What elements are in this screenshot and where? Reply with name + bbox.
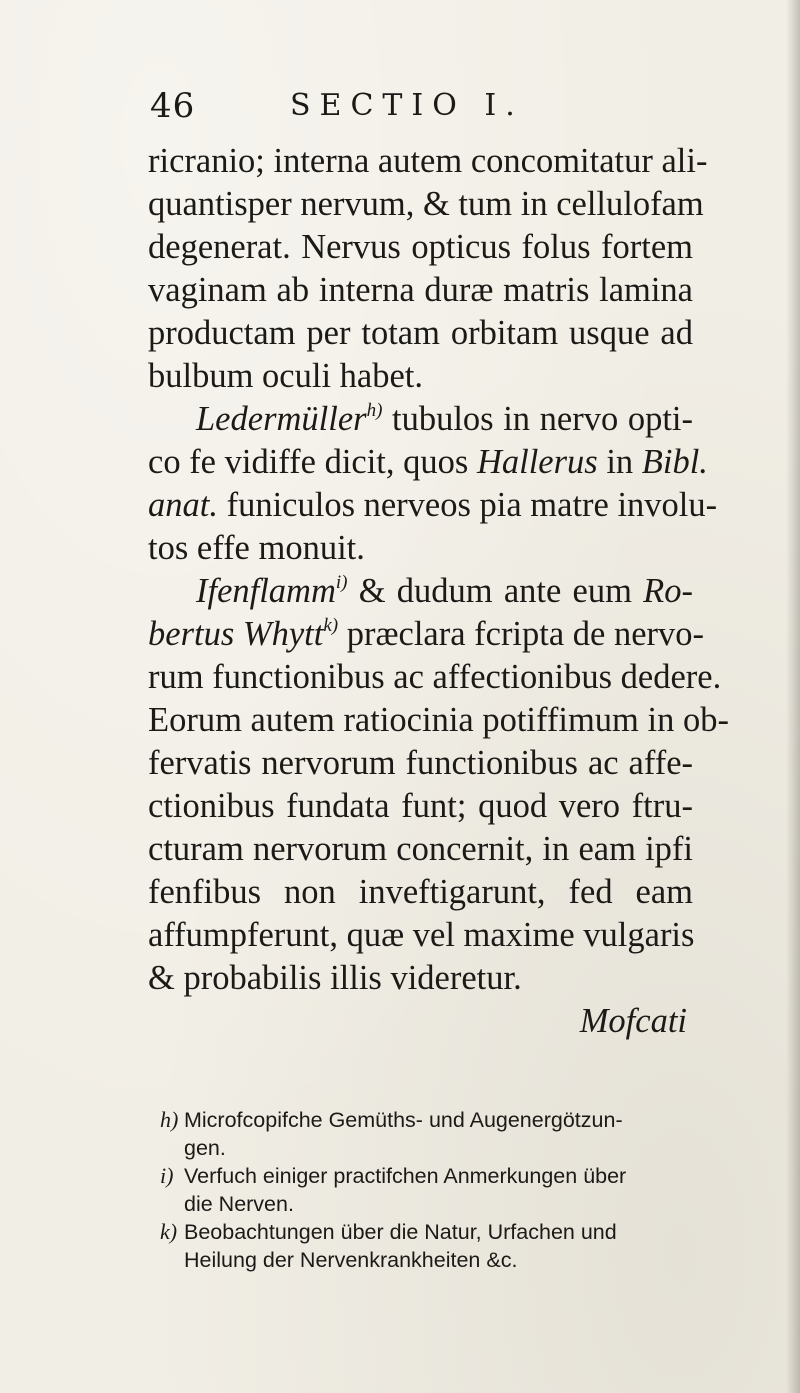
footnote-line xyxy=(160,1190,700,1218)
footnote-text: Microfcopifche Gemüths- und Augenergötzun- xyxy=(184,1108,623,1132)
text-segment: & probabilis illis videretur. xyxy=(148,959,522,997)
text-line xyxy=(148,441,708,484)
text-line xyxy=(148,398,693,441)
footnote-mark: k) xyxy=(160,1219,178,1244)
text-segment: co fe vidiffe dicit, quos xyxy=(148,443,477,481)
text-line xyxy=(148,914,693,957)
text-line xyxy=(148,742,693,785)
text-line xyxy=(148,527,693,570)
footnote-text: Verfuch einiger practifchen Anmerkungen über xyxy=(184,1164,627,1188)
text-segment: & dudum ante eum xyxy=(347,572,644,610)
footnote-mark: h) xyxy=(160,1107,179,1132)
footnote-entry xyxy=(160,1162,700,1218)
text-segment: rum functionibus ac affectionibus dedere. xyxy=(148,658,722,696)
text-segment: bulbum oculi habet. xyxy=(148,357,423,395)
text-line xyxy=(148,871,693,914)
footnote-text: gen. xyxy=(184,1136,226,1160)
text-segment: cturam nervorum concernit, in eam ipfi xyxy=(148,830,693,868)
text-line xyxy=(148,355,693,398)
text-line xyxy=(148,656,722,699)
text-segment: funiculos nerveos pia matre involu- xyxy=(217,486,718,524)
text-line xyxy=(148,484,718,527)
text-segment: in xyxy=(597,443,642,481)
text-line xyxy=(148,699,729,742)
text-segment: productam per totam orbitam usque ad xyxy=(148,314,693,352)
footnote-line xyxy=(160,1162,700,1190)
text-segment: Ro- xyxy=(643,572,693,610)
text-line xyxy=(148,613,705,656)
page-number: 46 xyxy=(150,86,196,126)
page-edge-shadow xyxy=(786,0,800,1393)
text-line xyxy=(148,140,708,183)
footnote-line xyxy=(160,1246,700,1274)
footnote-entry xyxy=(160,1106,700,1162)
text-segment: ricranio; interna autem concomitatur ali- xyxy=(148,142,708,180)
text-segment: fenfibus non inveftigarunt, fed eam xyxy=(148,873,693,911)
text-segment: Mofcati xyxy=(579,1002,687,1040)
text-segment: præclara fcripta de nervo- xyxy=(338,615,705,653)
footnote-text: Heilung der Nervenkrankheiten &c. xyxy=(184,1248,518,1272)
text-segment: affumpferunt, quæ vel maxime vulgaris xyxy=(148,916,695,954)
text-line xyxy=(148,312,693,355)
text-segment: anat. xyxy=(148,486,218,524)
text-line xyxy=(148,269,693,312)
text-segment: Hallerus xyxy=(476,443,598,481)
text-segment: Bibl. xyxy=(641,443,708,481)
text-line xyxy=(148,183,704,226)
text-segment: tos effe monuit. xyxy=(148,529,365,567)
footnote-mark: i) xyxy=(160,1163,174,1188)
footnote-reference: k) xyxy=(323,615,339,636)
text-segment: bertus Whytt xyxy=(148,615,324,653)
footnote-line xyxy=(160,1134,700,1162)
text-line xyxy=(148,570,693,613)
footnote-reference: i) xyxy=(335,572,348,593)
text-line xyxy=(148,828,693,871)
text-segment: Eorum autem ratiocinia potiffimum in ob- xyxy=(148,701,729,739)
footnote-text: Beobachtungen über die Natur, Urfachen und xyxy=(184,1220,617,1244)
text-segment: Ifenflamm xyxy=(196,572,336,610)
text-segment: quantisper nervum, & tum in cellulofam xyxy=(148,185,704,223)
text-line xyxy=(148,785,693,828)
text-segment: Ledermüller xyxy=(196,400,367,438)
text-segment: fervatis nervorum functionibus ac affe- xyxy=(148,744,693,782)
main-text-block xyxy=(148,140,729,1043)
footnote-line xyxy=(160,1106,700,1134)
text-segment: tubulos in nervo opti- xyxy=(382,400,693,438)
text-segment: degenerat. Nervus opticus folus fortem xyxy=(148,228,693,266)
footnote-entry xyxy=(160,1218,700,1274)
text-line xyxy=(148,226,693,269)
footnotes-block xyxy=(160,1106,700,1274)
footnote-line xyxy=(160,1218,700,1246)
text-line xyxy=(148,1000,693,1043)
running-head: SECTIO I. xyxy=(290,88,524,123)
footnote-text: die Nerven. xyxy=(184,1192,294,1216)
text-segment: ctionibus fundata funt; quod vero ftru- xyxy=(148,787,693,825)
footnote-reference: h) xyxy=(366,400,383,421)
text-line xyxy=(148,957,693,1000)
page-header xyxy=(150,86,670,130)
text-segment: vaginam ab interna duræ matris lamina xyxy=(148,271,693,309)
